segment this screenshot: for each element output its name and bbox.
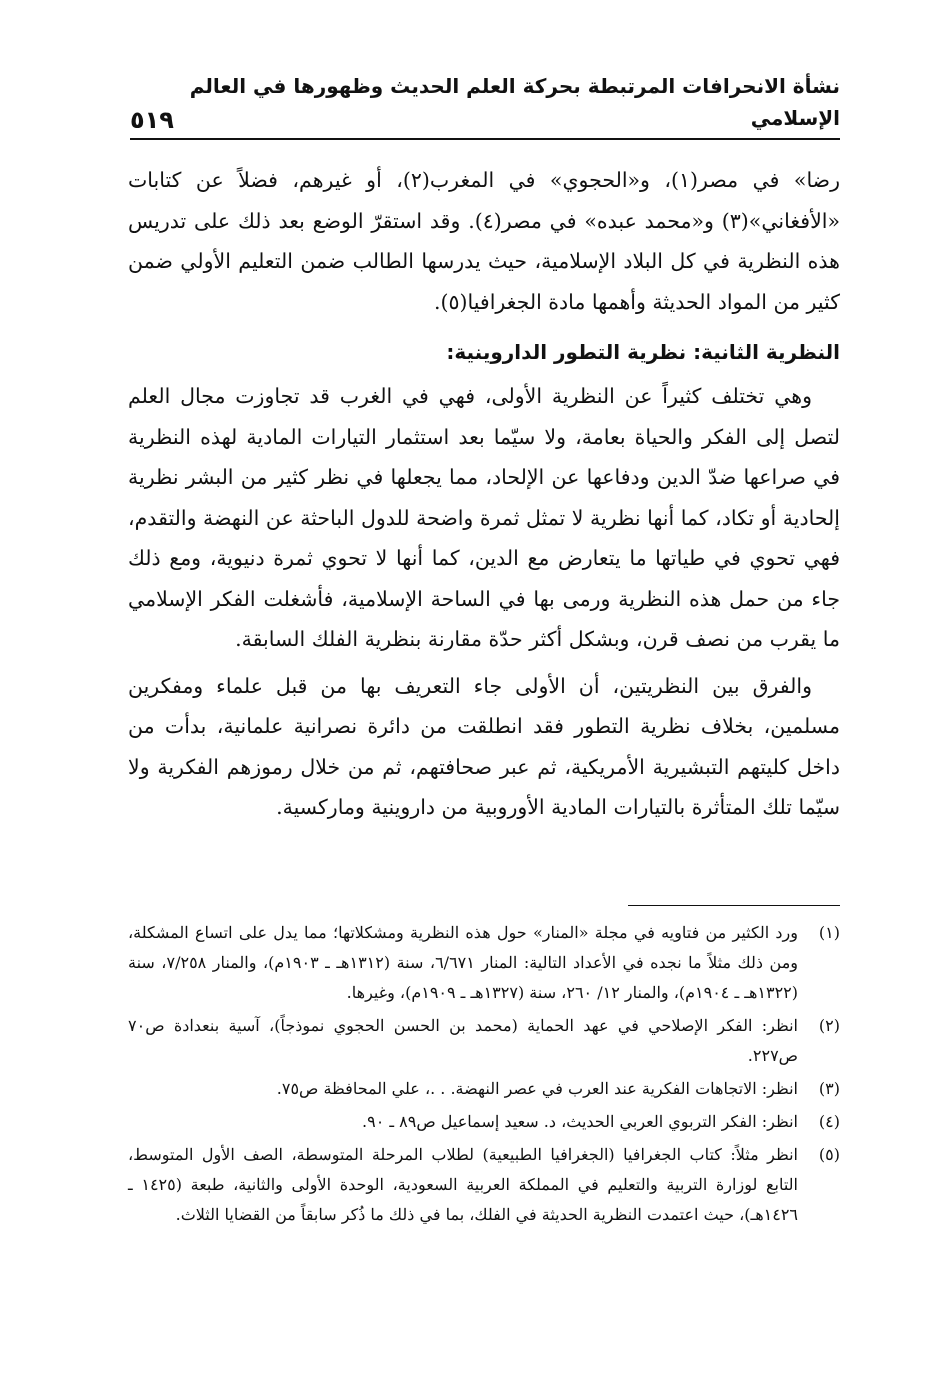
footnote-number: (١): [818, 923, 840, 942]
footnote: [128, 918, 840, 1008]
footnote-number: (٥): [818, 1145, 840, 1164]
footnote: [128, 1107, 840, 1137]
footnote-number: (٤): [818, 1112, 840, 1131]
footnote-separator: [628, 905, 840, 906]
paragraph-second-theory: وهي تختلف كثيراً عن النظرية الأولى، فهي في الغرب قد تجاوزت مجال العلم لتصل إلى الفكر والحياة بعامة، ولا سيّما بعد استثمار التيارات المادية لهذه النظرية في صراعها ضدّ الدين ودفاعها عن الإلحاد، مما يجعلها في نظر كثير من البشر نظرية إلحادية أو تكاد، كما أنها نظرية لا تمثل ثمرة واضحة للدول الباحثة عن النهضة والتقدم، فهي تحوي في طياتها ما يتعارض مع الدين، كما أنها لا تحوي ثمرة دنيوية، ومع ذلك جاء من حمل هذه النظرية ورمى بها في الساحة الإسلامية، فأشغلت الفكر الإسلامي ما يقرب من نصف قرن، وبشكل أكثر حدّة مقارنة بنظرية الفلك السابقة.: [128, 384, 840, 651]
page-number: ٥١٩: [130, 106, 174, 134]
footnote-text: انظر مثلاً: كتاب الجغرافيا (الجغرافيا الطبيعية) لطلاب المرحلة المتوسطة، الصف الأول المتوسط، التابع لوزارة التربية والتعليم في المملكة العربية السعودية، الوحدة الأولى والثانية، طبعة (١٤٢٥ ـ ١٤٢٦هـ)، حيث اعتمدت النظرية الحديثة في الفلك، بما في ذلك ما ذُكر سابقاً من القضايا الثلاث.: [128, 1145, 798, 1224]
paragraph-continuation: رضا» في مصر(١)، و«الحجوي» في المغرب(٢)، أو غيرهم، فضلاً عن كتابات «الأفغاني»(٣) و«محمد عبده» في مصر(٤). وقد استقرّ الوضع بعد ذلك على تدريس هذه النظرية في كل البلاد الإسلامية، حيث يدرسها الطالب ضمن التعليم الأولي ضمن كثير من المواد الحديثة وأهمها مادة الجغرافيا(٥).: [128, 168, 840, 314]
footnote-text: انظر: الفكر الإصلاحي في عهد الحماية (محمد بن الحسن الحجوي نموذجاً)، آسية بنعدادة ص٧٠ ص٢٢٧.: [128, 1016, 798, 1065]
main-text: [128, 160, 840, 828]
running-title: نشأة الانحرافات المرتبطة بحركة العلم الحديث وظهورها في العالم الإسلامي: [189, 74, 840, 130]
footnote-text: انظر: الفكر التربوي العربي الحديث، د. سعيد إسماعيل ص٨٩ ـ ٩٠.: [362, 1112, 798, 1131]
footnote-text: ورد الكثير من فتاويه في مجلة «المنار» حول هذه النظرية ومشكلاتها؛ مما يدل على اتساع المشكلة، ومن ذلك مثلاً ما نجده في الأعداد التالية: المنار ٦/٦٧١، سنة (١٣١٢هـ ـ ١٩٠٣م)، والمنار ٧/٢٥٨، سنة (١٣٢٢هـ ـ ١٩٠٤م)، والمنار ١٢/ ٢٦٠، سنة (١٣٢٧هـ ـ ١٩٠٩م)، وغيرها.: [128, 923, 799, 1002]
footnote-number: (٣): [818, 1079, 840, 1098]
page-header: [130, 74, 840, 140]
footnote: [128, 1011, 840, 1071]
footnote: [128, 1140, 840, 1230]
footnotes: [128, 918, 840, 1233]
paragraph-difference: والفرق بين النظريتين، أن الأولى جاء التعريف بها من قبل علماء ومفكرين مسلمين، بخلاف نظرية التطور فقد انطلقت من دائرة نصرانية علمانية، بدأت من داخل كليتهم التبشيرية الأمريكية، ثم عبر صحافتهم، ثم من خلال رموزهم الفكرية ولا سيّما تلك المتأثرة بالتيارات المادية الأوروبية من داروينية وماركسية.: [128, 673, 840, 819]
section-heading: النظرية الثانية: نظرية التطور الداروينية:: [446, 340, 840, 364]
footnote-text: انظر: الاتجاهات الفكرية عند العرب في عصر النهضة. . .، علي المحافظة ص٧٥.: [276, 1079, 798, 1098]
footnote-number: (٢): [818, 1016, 840, 1035]
footnote: [128, 1074, 840, 1104]
